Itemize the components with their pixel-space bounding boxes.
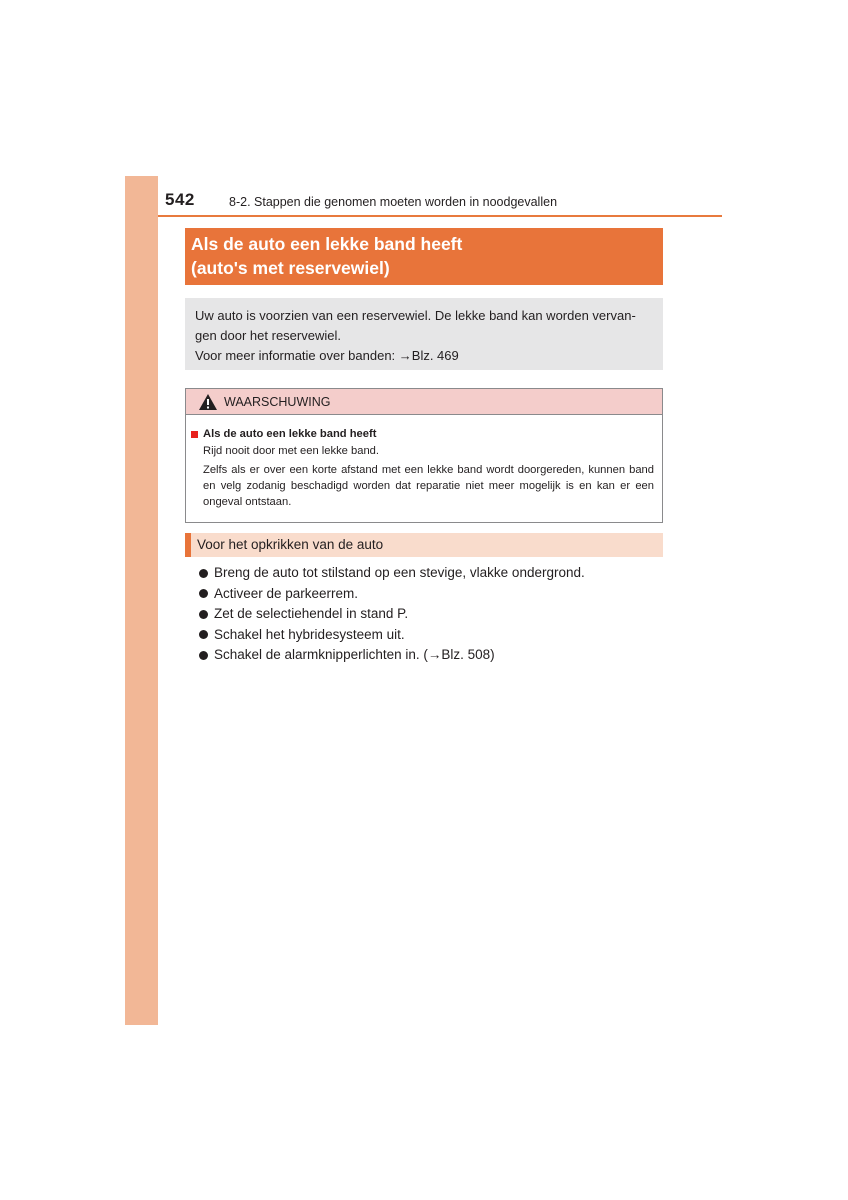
page-title-line-2: (auto's met reservewiel) bbox=[191, 258, 390, 278]
chapter-side-bar bbox=[125, 176, 158, 1025]
info-box bbox=[185, 298, 663, 370]
list-item bbox=[199, 625, 585, 646]
list-item-text: Schakel de alarmknipperlichten in. (→Blz. 508) bbox=[214, 647, 495, 662]
list-item bbox=[199, 604, 585, 625]
page-number: 542 bbox=[165, 190, 195, 209]
red-square-icon bbox=[191, 431, 198, 438]
bullet-dot-icon bbox=[199, 610, 208, 619]
info-line-3: Voor meer informatie over banden: →Blz. 469 bbox=[195, 348, 459, 363]
warning-header bbox=[186, 389, 662, 415]
warning-body bbox=[186, 415, 662, 510]
page-title-line-1: Als de auto een lekke band heeft bbox=[191, 234, 463, 254]
jacking-subheader: Voor het opkrikken van de auto bbox=[185, 533, 663, 557]
list-item-text: Zet de selectiehendel in stand P. bbox=[214, 606, 409, 621]
warning-box bbox=[185, 388, 663, 523]
bullet-dot-icon bbox=[199, 569, 208, 578]
info-line-1: Uw auto is voorzien van een reservewiel. De lekke band kan worden vervan- bbox=[195, 308, 636, 323]
jacking-steps-list bbox=[199, 563, 585, 666]
list-item-text: Schakel het hybridesysteem uit. bbox=[214, 626, 405, 642]
list-item bbox=[199, 563, 585, 584]
header-divider bbox=[158, 215, 722, 217]
list-item bbox=[199, 645, 585, 666]
info-line-2: gen door het reservewiel. bbox=[195, 328, 341, 343]
warning-label: WAARSCHUWING bbox=[224, 394, 331, 409]
bullet-dot-icon bbox=[199, 630, 208, 639]
warning-heading bbox=[191, 426, 654, 442]
list-item bbox=[199, 584, 585, 605]
warning-heading-text: Als de auto een lekke band heeft bbox=[203, 428, 377, 440]
warning-paragraph-1: Rijd nooit door met een lekke band. bbox=[203, 445, 380, 457]
bullet-dot-icon bbox=[199, 589, 208, 598]
section-title: 8-2. Stappen die genomen moeten worden in noodgevallen bbox=[229, 195, 558, 209]
list-item-text: Breng de auto tot stilstand op een stevige, vlakke ondergrond. bbox=[214, 565, 585, 580]
bullet-dot-icon bbox=[199, 651, 208, 660]
page-title-box bbox=[185, 228, 663, 285]
warning-triangle-icon bbox=[198, 393, 218, 411]
list-item-text: Activeer de parkeerrem. bbox=[214, 585, 359, 601]
warning-paragraph-2: Zelfs als er over een korte afstand met een lekke band wordt doorgereden, kunnen band en velg zodanig beschadigd worden dat reparatie niet meer mogelijk is en kan er een ongeval ontstaan. bbox=[203, 464, 654, 508]
